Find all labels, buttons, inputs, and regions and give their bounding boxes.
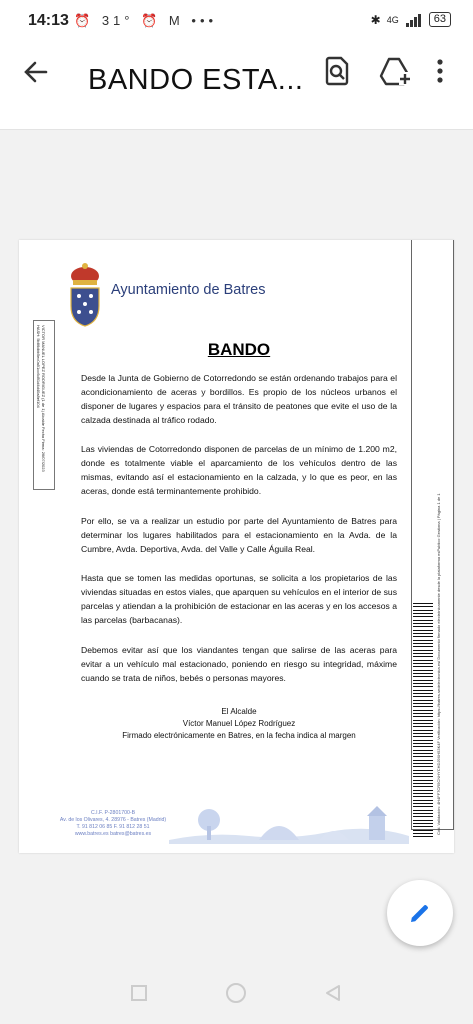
gmail-icon: M	[168, 13, 184, 28]
footer-cif: C.I.F. P-2801700-B	[90, 810, 136, 816]
barcode	[413, 603, 433, 837]
more-notifications-icon: •••	[191, 13, 218, 28]
signature-stamp	[33, 320, 55, 490]
system-icons	[371, 12, 451, 27]
edit-button[interactable]	[387, 880, 453, 946]
bluetooth-icon: ✱	[370, 12, 381, 27]
paragraph-1: Desde la Junta de Gobierno de Cotorredondo se están ordenando trabajos para el acondicionamiento de aceras y bordillos. Es propio de los núcleos urbanos el disponer de lugares y espacios para el tránsito de peatones que evite el uso de la calzada destinada al tráfico rodado.	[81, 373, 397, 425]
organization-name: Ayuntamiento de Batres	[111, 282, 266, 298]
coat-of-arms-logo	[67, 260, 103, 328]
signature-note: Firmado electrónicamente en Batres, en la fecha indica al margen	[122, 731, 356, 740]
temperature: 31°	[101, 13, 134, 28]
paragraph-3: Por ello, se va a realizar un estudio por parte del Ayuntamiento de Batres para determinar los lugares habilitados para el estacionamiento en la Avda. de la Cumbre, Avda. Deportiva, Avda. del Valle y Calle Águila Real.	[81, 516, 397, 554]
paragraph-5: Debemos evitar así que los viandantes tengan que salirse de las aceras para evitar a un vehículo mal estacionado, poniendo en riesgo su integridad, máxime cuando se trata de niños, bebés o personas mayores.	[81, 645, 397, 683]
alarm-icon-2: ⏰	[141, 13, 162, 28]
landscape-illustration	[169, 802, 409, 844]
find-in-page-icon[interactable]	[320, 54, 354, 88]
barcode-caption-text: Cód. Validación: 4H4FF7CR5CNHYCHDJ9XH53K4F Verificación: https://batres.sedelectronica.es/ Documento firmado electrónicamente desde la plataforma esPublico Gestiona | Página 1 de 1	[436, 493, 441, 835]
system-nav-bar	[0, 966, 473, 1024]
paragraph-4: Hasta que se tomen las medidas oportunas, se solicita a los propietarios de las viviendas situadas en estos viales, que aparquen su vehículos en el interior de sus parcelas y atiendan a la prohibición de estacionar en las aceras y en los accesos a las parcelas (barbacanas).	[81, 573, 397, 625]
status-bar	[0, 0, 473, 42]
paragraph-2: Las viviendas de Cotorredondo disponen de parcelas de un mínimo de 1.200 m2, donde es totalmente viable el aparcamiento de los vehículos dentro de las mismas, evitando así el estacionamiento en la calzada, y lo que es peor, en las aceras, donde está terminantemente prohibido.	[81, 444, 397, 496]
footer-street: Av. de los Olivares, 4. 28976 - Batres (Madrid)	[59, 817, 167, 823]
pencil-icon	[408, 901, 432, 925]
add-to-drive-icon[interactable]	[378, 54, 412, 88]
document-page[interactable]	[19, 240, 454, 853]
recents-icon[interactable]	[130, 984, 148, 1002]
notification-icons	[74, 13, 217, 29]
battery-icon: 63	[429, 12, 451, 27]
footer-web: www.batres.es batres@batres.es	[74, 831, 152, 837]
back-nav-icon[interactable]	[324, 984, 342, 1002]
page-title: BANDO ESTA...	[88, 64, 304, 96]
app-bar	[0, 42, 473, 130]
home-icon[interactable]	[225, 982, 247, 1004]
alarm-icon: ⏰	[74, 13, 95, 28]
clock: 14:13	[28, 12, 69, 29]
network-label: 4G	[386, 14, 399, 25]
signature-stamp-text: VICTOR MANUEL LOPEZ RODRIGUEZ (1 de 1) Alcalde Fecha Firma: 26/07/2023 HASH: 5b86dbb5ec0a51cc6d91d4d40a8ef104	[36, 325, 46, 472]
signature-name: Víctor Manuel López Rodríguez	[182, 719, 296, 728]
footer-address	[43, 810, 183, 838]
document-heading: BANDO	[207, 340, 271, 359]
barcode-caption	[436, 493, 450, 835]
back-arrow-icon[interactable]	[18, 54, 54, 90]
footer-phone: T. 91 812 06 85 F. 91 812 28 51	[76, 824, 150, 830]
more-vert-icon[interactable]	[430, 54, 450, 88]
signal-icon	[405, 13, 423, 27]
signature-role: El Alcalde	[221, 707, 257, 716]
